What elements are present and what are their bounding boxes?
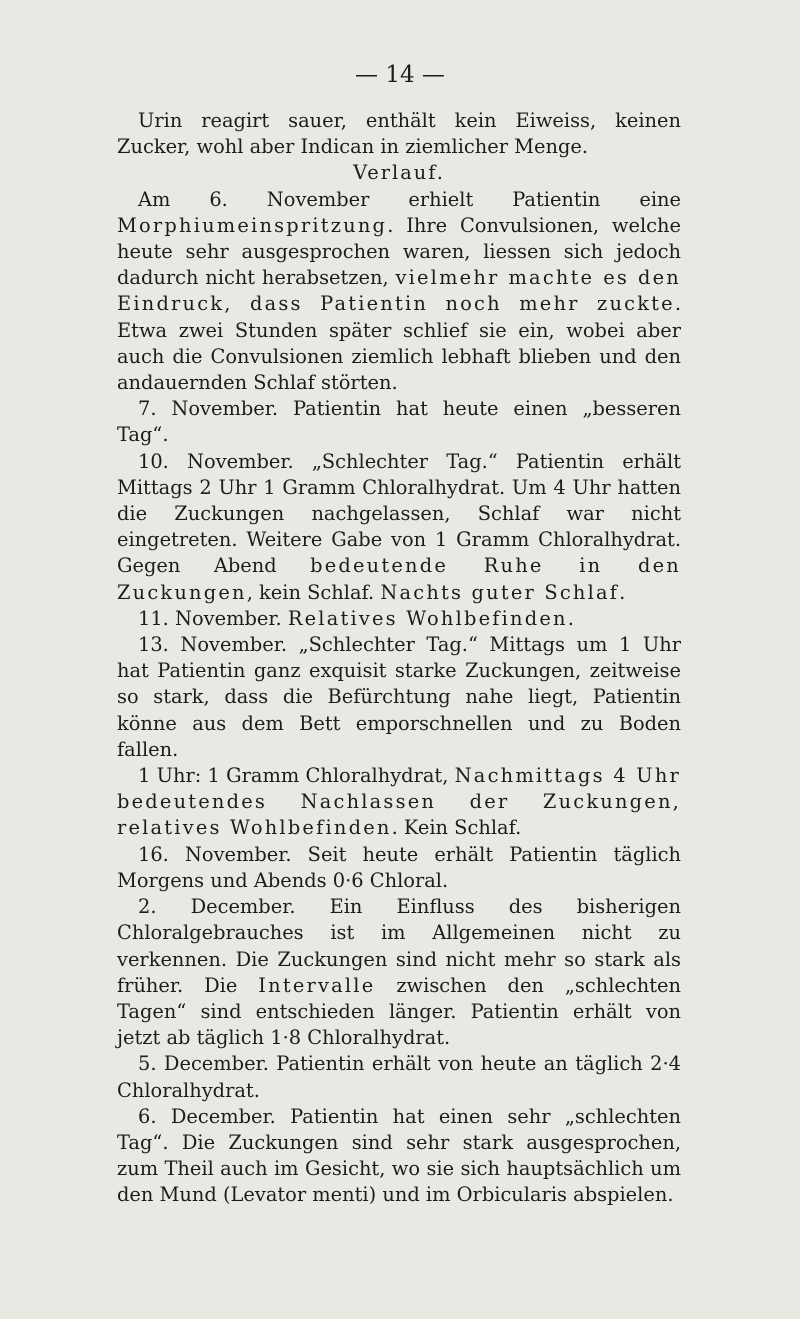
entry-paragraph: 16. November. Seit heute erhält Patientin täglich Morgens und Abends 0·6 Chloral. — [117, 842, 681, 892]
emphasized-text: vielmehr machte es den Eindruck, dass Patientin noch mehr zuckte — [117, 266, 681, 316]
body-text — [117, 108, 681, 1209]
emphasized-text: Relatives Wohlbefinden — [287, 606, 568, 630]
emphasized-text: Intervalle — [258, 973, 376, 997]
entry-paragraph: 6. December. Patientin hat einen sehr „schlechten Tag“. Die Zuckungen sind sehr stark ausgesprochen, zum Theil auch im Gesicht, wo sie sich hauptsächlich um den Mund (Levator menti) und im Orbicularis abspielen. — [117, 1104, 681, 1207]
entry-paragraph: 1 Uhr: 1 Gramm Chloralhydrat, Nachmittags 4 Uhr bedeutendes Nachlassen der Zuckungen, relatives Wohlbefinden. Kein Schlaf. — [117, 764, 681, 840]
emphasized-text: Nachts guter Schlaf — [380, 580, 620, 604]
intro-paragraph: Urin reagirt sauer, enthält kein Eiweiss, keinen Zucker, wohl aber Indican in ziemlicher Menge. — [117, 109, 681, 159]
emphasized-text: bedeutende Ruhe in den Zuckungen — [117, 554, 681, 604]
entry-paragraph: 2. December. Ein Einfluss des bisherigen Chloralgebrauches ist im Allgemeinen nicht zu verkennen. Die Zuckungen sind nicht mehr so stark als früher. Die Intervalle zwischen den „schlechten Tagen“ sind entschieden länger. Patientin erhält von jetzt ab täglich 1·8 Chloralhydrat. — [117, 895, 681, 1050]
entry-paragraph: 10. November. „Schlechter Tag.“ Patientin erhält Mittags 2 Uhr 1 Gramm Chloralhydrat. Um 4 Uhr hatten die Zuckungen nachgelassen, Schlaf war nicht eingetreten. Weitere Gabe von 1 Gramm Chloralhydrat. Gegen Abend bedeutende Ruhe in den Zuckungen, kein Schlaf. Nachts guter Schlaf. — [117, 449, 681, 604]
page-number: — 14 — — [355, 62, 445, 88]
entry-paragraph: 5. December. Patientin erhält von heute an täglich 2·4 Chloralhydrat. — [117, 1052, 681, 1102]
entry-paragraph: Am 6. November erhielt Patientin eine Morphiumeinspritzung. Ihre Convulsionen, welche heute sehr ausgesprochen waren, liessen sich jedoch dadurch nicht herabsetzen, vielmehr machte es den Eindruck, dass Patientin noch mehr zuckte. Etwa zwei Stunden später schlief sie ein, wobei aber auch die Convulsionen ziemlich lebhaft blieben und den andauernden Schlaf störten. — [117, 187, 681, 395]
entry-paragraph: 13. November. „Schlechter Tag.“ Mittags um 1 Uhr hat Patientin ganz exquisit starke Zuckungen, zeitweise so stark, dass die Befürchtung nahe liegt, Patientin könne aus dem Bett emporschnellen und zu Boden fallen. — [117, 633, 681, 761]
emphasized-text: Nachmittags 4 Uhr bedeutendes Nachlassen der Zuckungen, relatives Wohlbefinden — [117, 764, 681, 840]
section-heading: Verlauf. — [353, 161, 445, 185]
emphasized-text: Morphiumeinspritzung — [117, 213, 388, 237]
entry-paragraph: 7. November. Patientin hat heute einen „besseren Tag“. — [117, 397, 681, 447]
entry-paragraph: 11. November. Relatives Wohlbefinden. — [138, 606, 574, 630]
